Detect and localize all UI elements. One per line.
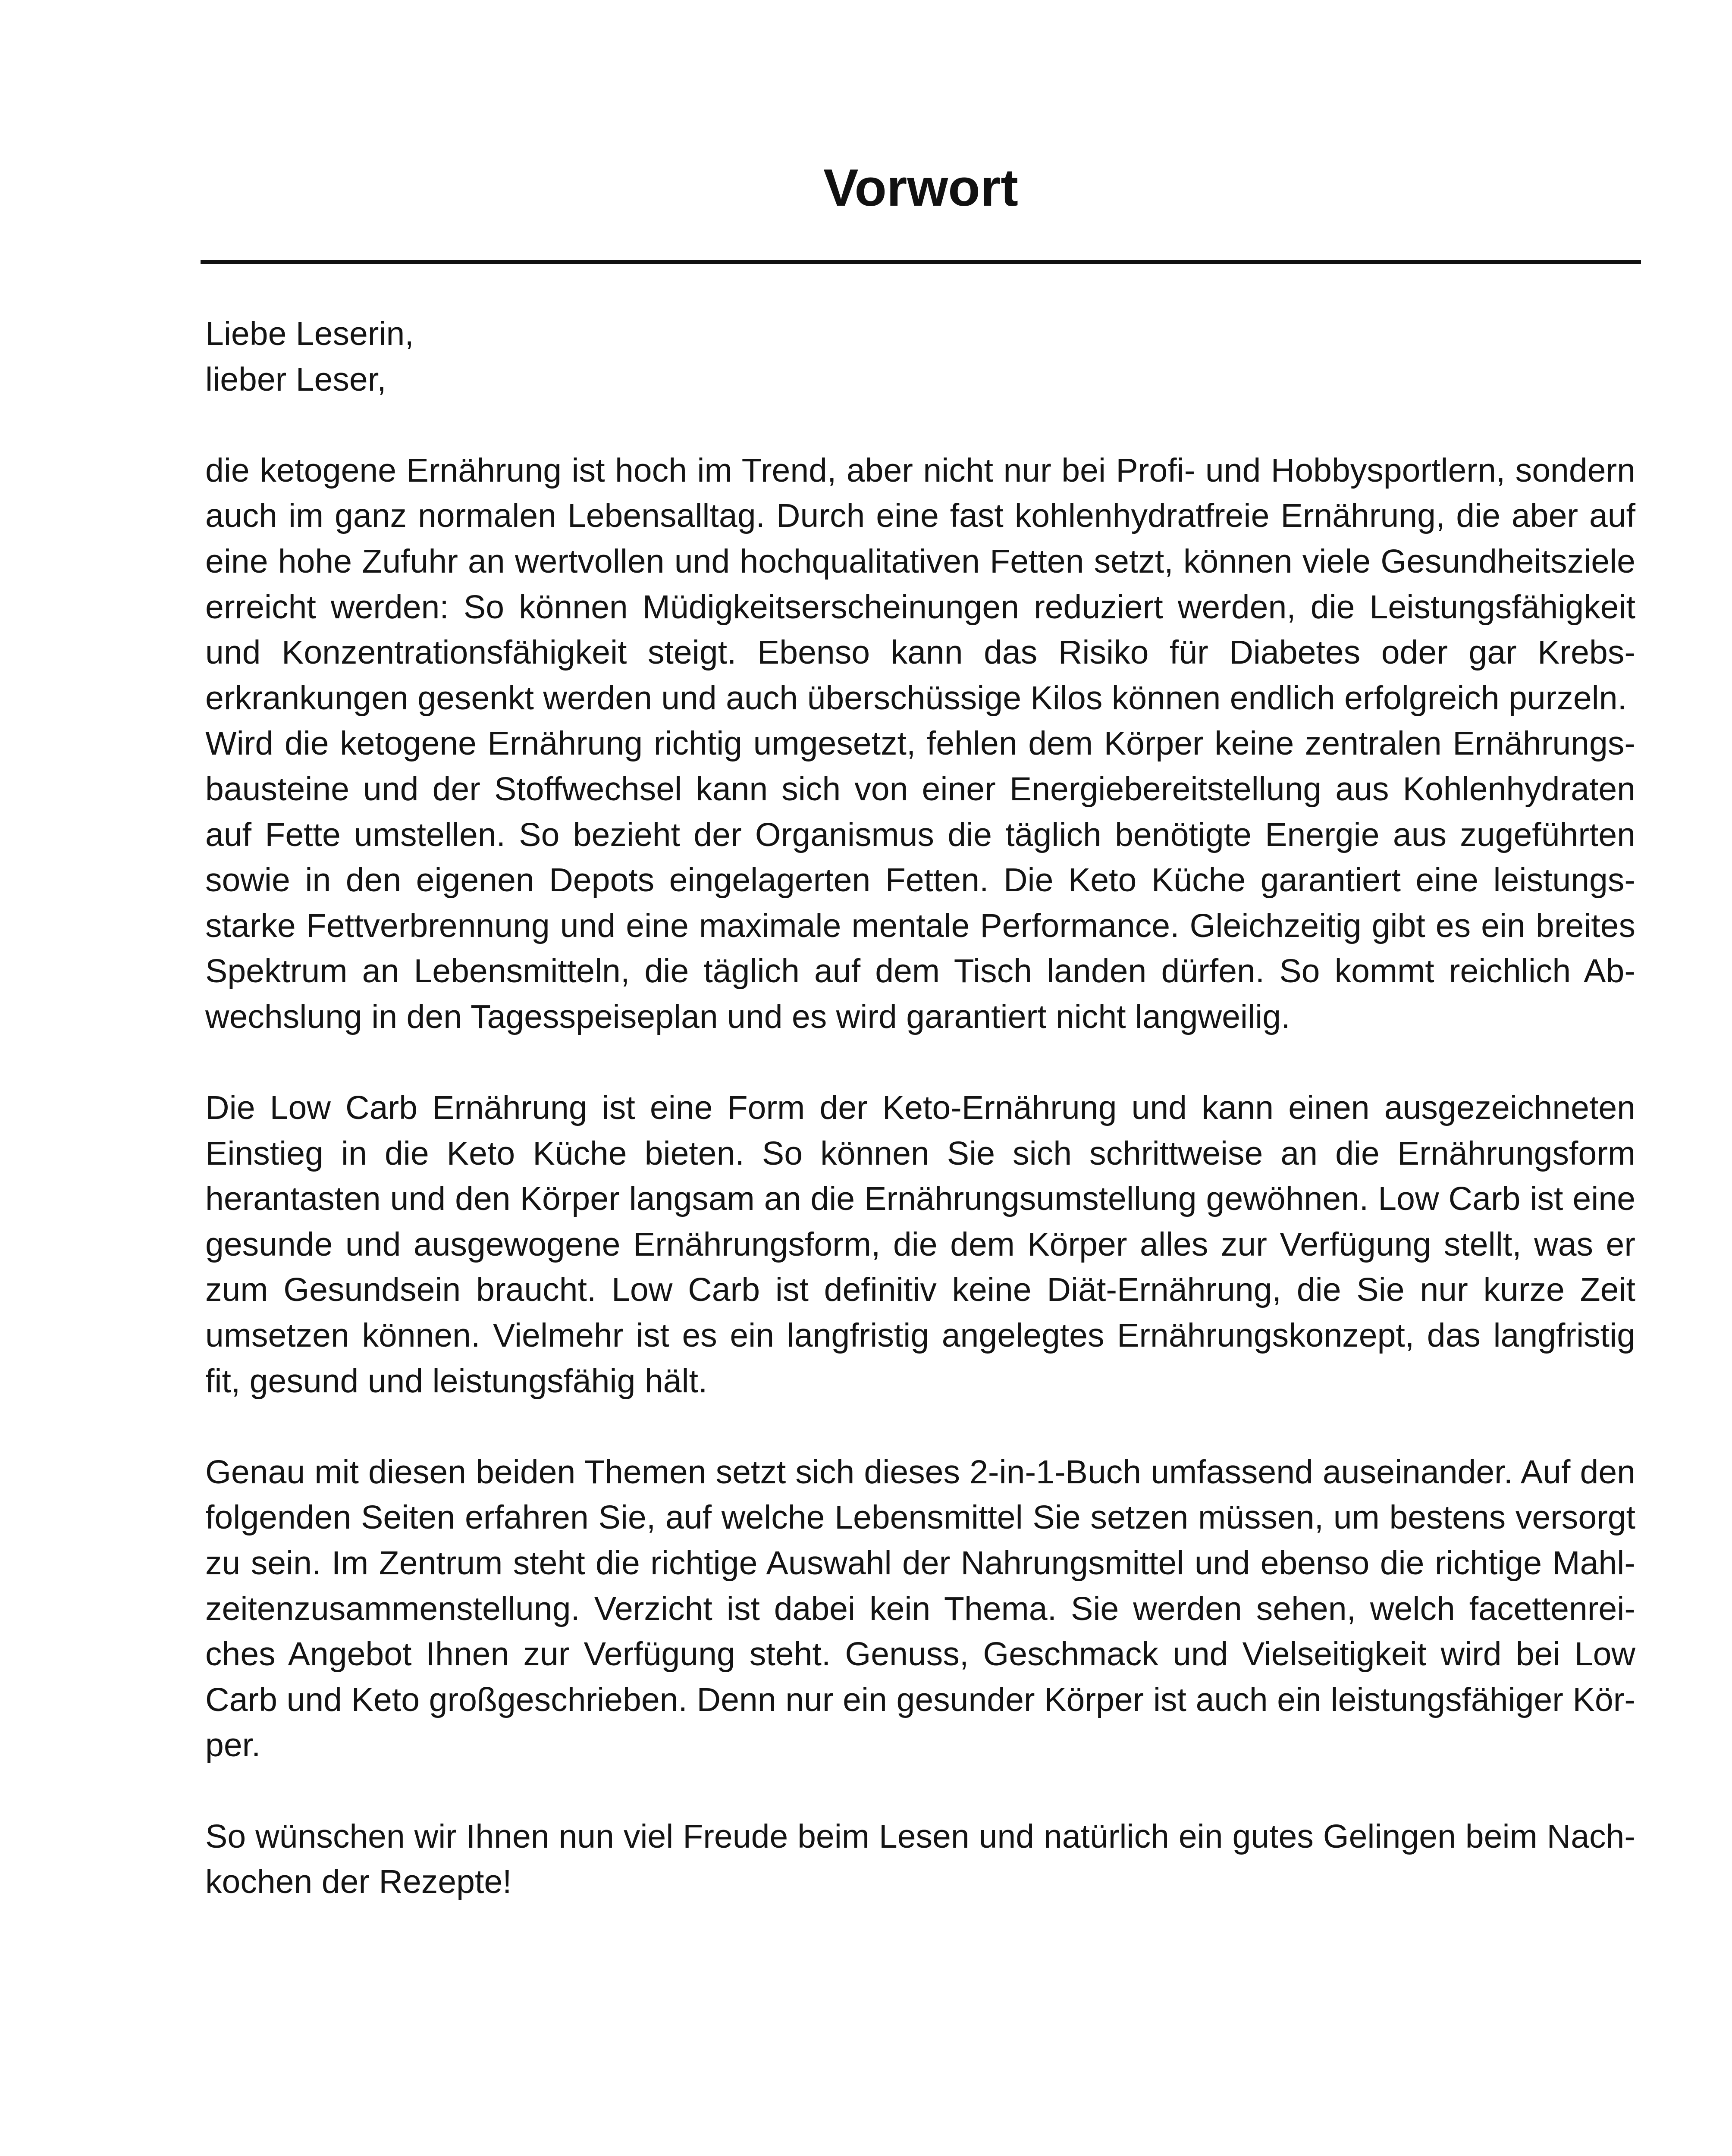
paragraph-keto-benefits: Wird die ketogene Ernährung richtig umgesetzt, fehlen dem Körper keine zentralen Ernährungsbausteine und der Stoffwechsel kann sich von einer Energiebereitstellung aus Kohlenhydraten auf Fette umstellen. So bezieht der Organismus die täglich benötigte Energie aus zugeführten sowie in den eigenen Depots eingelagerten Fetten. Die Keto Küche garantiert eine leistungsstarke Fettverbrennung und eine maximale mentale Performance. Gleichzeitig gibt es ein breites Spektrum an Lebensmitteln, die täglich auf dem Tisch landen dürfen. So kommt reichlich Abwechslung in den Tagesspeiseplan und es wird garantiert nicht langweilig. — [205, 725, 1635, 1035]
paragraph-spacer — [205, 402, 1635, 448]
paragraph-spacer — [205, 1404, 1635, 1450]
salutation-line-1: Liebe Leserin, — [205, 315, 414, 352]
body-text — [205, 311, 1635, 1905]
paragraph-book-overview: Genau mit diesen beiden Themen setzt sich dieses 2-in-1-Buch umfassend auseinander. Auf den folgenden Seiten erfahren Sie, auf welche Lebensmittel Sie setzen müssen, um bestens versorgt zu sein. Im Zentrum steht die richtige Auswahl der Nahrungsmittel und ebenso die richtige Mahlzeitenzusammenstellung. Verzicht ist dabei kein Thema. Sie werden sehen, welch facettenreiches Angebot Ihnen zur Verfügung steht. Genuss, Geschmack und Vielseitigkeit wird bei Low Carb und Keto großgeschrieben. Denn nur ein gesunder Körper ist auch ein leistungsfähiger Körper. — [205, 1453, 1635, 1764]
paragraph-spacer — [205, 1040, 1635, 1086]
paragraph-intro: die ketogene Ernährung ist hoch im Trend, aber nicht nur bei Profi- und Hobbysportlern, sondern auch im ganz normalen Lebensalltag. Durch eine fast kohlenhydratfreie Ernährung, die aber auf eine hohe Zufuhr an wertvollen und hochqualitativen Fetten setzt, können viele Gesundheitsziele erreicht werden: So können Müdigkeitserscheinungen reduziert werden, die Leistungsfähigkeit und Konzentrationsfähigkeit steigt. Ebenso kann das Risiko für Diabetes oder gar Krebserkrankungen gesenkt werden und auch überschüssige Kilos können endlich erfolgreich purzeln. — [205, 451, 1635, 717]
page-title: Vorwort — [823, 158, 1018, 217]
paragraph-spacer — [205, 1768, 1635, 1814]
paragraph-closing: So wünschen wir Ihnen nun viel Freude beim Lesen und natürlich ein gutes Gelingen beim Nachkochen der Rezepte! — [205, 1818, 1635, 1901]
salutation-line-2: lieber Leser, — [205, 360, 386, 398]
title-underline — [201, 260, 1641, 264]
paragraph-low-carb: Die Low Carb Ernährung ist eine Form der Keto-Ernährung und kann einen ausgezeichneten Einstieg in die Keto Küche bieten. So können Sie sich schrittweise an die Ernährungsform herantasten und den Körper langsam an die Ernährungsumstellung gewöhnen. Low Carb ist eine gesunde und ausgewogene Ernährungsform, die dem Körper alles zur Verfügung stellt, was er zum Gesundsein braucht. Low Carb ist definitiv keine Diät-Ernährung, die Sie nur kurze Zeit umsetzen können. Vielmehr ist es ein langfristig angelegtes Ernährungskonzept, das langfristig fit, gesund und leistungsfähig hält. — [205, 1089, 1635, 1400]
